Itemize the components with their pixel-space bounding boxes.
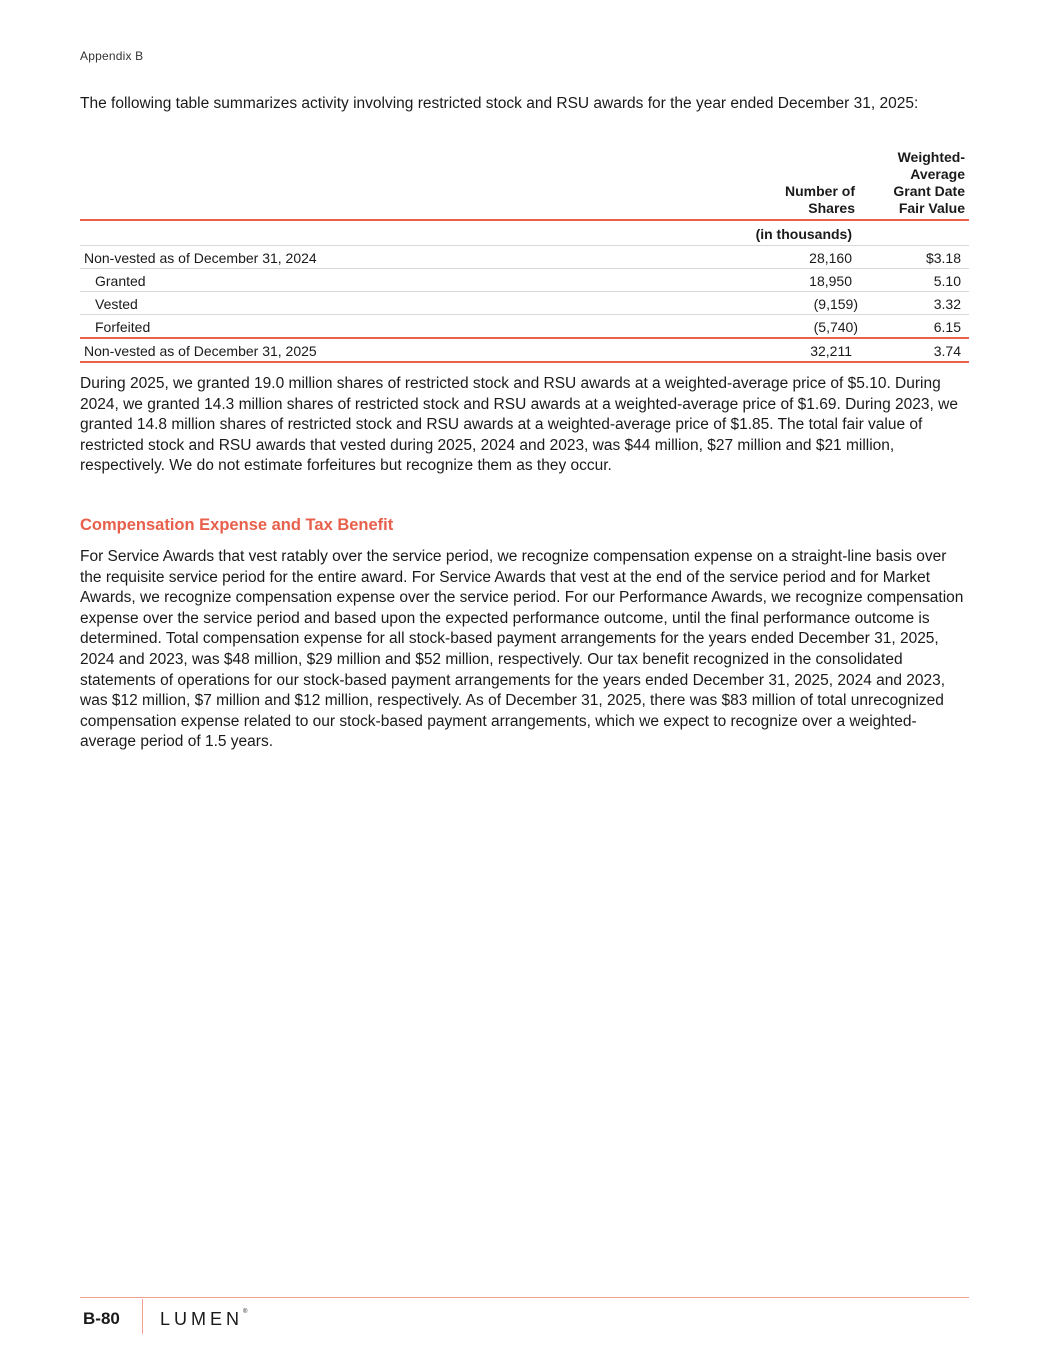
row-label: Forfeited (95, 319, 151, 335)
grants-paragraph: During 2025, we granted 19.0 million shares of restricted stock and RSU awards at a weighted-average price of $5.10. During 2024, we granted 14.3 million shares of restricted stock and RSU awards at a weighted-average price of $1.69. During 2023, we granted 14.8 million shares of restricted stock and RSU awards at a weighted-average price of $1.85. The total fair value of restricted stock and RSU awards that vested during 2025, 2024 and 2023, was $44 million, $27 million and $21 million, respectively. We do not estimate forfeitures but recognize them as they occur. (80, 375, 958, 475)
row-shares: 28,160 (809, 250, 852, 266)
compensation-paragraph: For Service Awards that vest ratably over the service period, we recognize compensation expense on a straight-line basis over the requisite service period for the entire award. For Service Awards that vest at the end of the service period and for Market Awards, we recognize compensation expense over the service period. For our Performance Awards, we recognize compensation expense over the service period and based upon the expected performance outcome, until the final performance outcome is determined. Total compensation expense for all stock-based payment arrangements for the years ended December 31, 2025, 2024 and 2023, was $48 million, $29 million and $52 million, respectively. Our tax benefit recognized in the consolidated statements of operations for our stock-based payment arrangements for the years ended December 31, 2025, 2024 and 2023, was $12 million, $7 million and $12 million, respectively. As of December 31, 2025, there was $83 million of total unrecognized compensation expense related to our stock-based payment arrangements, which we expect to recognize over a weighted-average period of 1.5 years. (80, 548, 964, 751)
column-header-fair-value: Weighted- Average Grant Date Fair Value (893, 149, 965, 216)
logo-text: LUMEN (160, 1309, 244, 1329)
row-fair-value: 3.32 (933, 296, 961, 312)
page-number: B-80 (83, 1309, 120, 1328)
appendix-label: Appendix B (80, 49, 144, 63)
intro-paragraph: The following table summarizes activity involving restricted stock and RSU awards for the year ended December 31, 2025: (80, 95, 919, 112)
table-row (80, 269, 969, 292)
units-row (80, 221, 969, 246)
row-fair-value: 6.15 (933, 319, 961, 335)
footer-rule (80, 1297, 969, 1298)
table-total-row (80, 339, 969, 363)
row-label: Non-vested as of December 31, 2024 (84, 250, 317, 266)
table-header (80, 150, 969, 221)
row-fair-value: $3.18 (925, 250, 961, 266)
rsu-activity-table (80, 150, 969, 363)
footer-divider (142, 1299, 143, 1334)
row-label: Vested (95, 296, 138, 312)
document-page (80, 0, 969, 1365)
section-heading: Compensation Expense and Tax Benefit (80, 516, 394, 534)
row-shares: 18,950 (809, 273, 852, 289)
row-label: Non-vested as of December 31, 2025 (84, 343, 317, 359)
row-shares: 32,211 (810, 343, 852, 359)
table-row (80, 292, 969, 315)
row-shares: (9,159) (813, 296, 858, 312)
table-row (80, 315, 969, 339)
logo-registered-mark: ® (243, 1309, 248, 1315)
column-header-shares: Number of Shares (785, 183, 855, 216)
row-shares: (5,740) (813, 319, 858, 335)
row-label: Granted (95, 273, 146, 289)
row-fair-value: 3.74 (933, 343, 961, 359)
row-fair-value: 5.10 (933, 273, 961, 289)
lumen-logo (160, 1309, 247, 1330)
units-label: (in thousands) (755, 226, 852, 242)
table-row (80, 246, 969, 269)
